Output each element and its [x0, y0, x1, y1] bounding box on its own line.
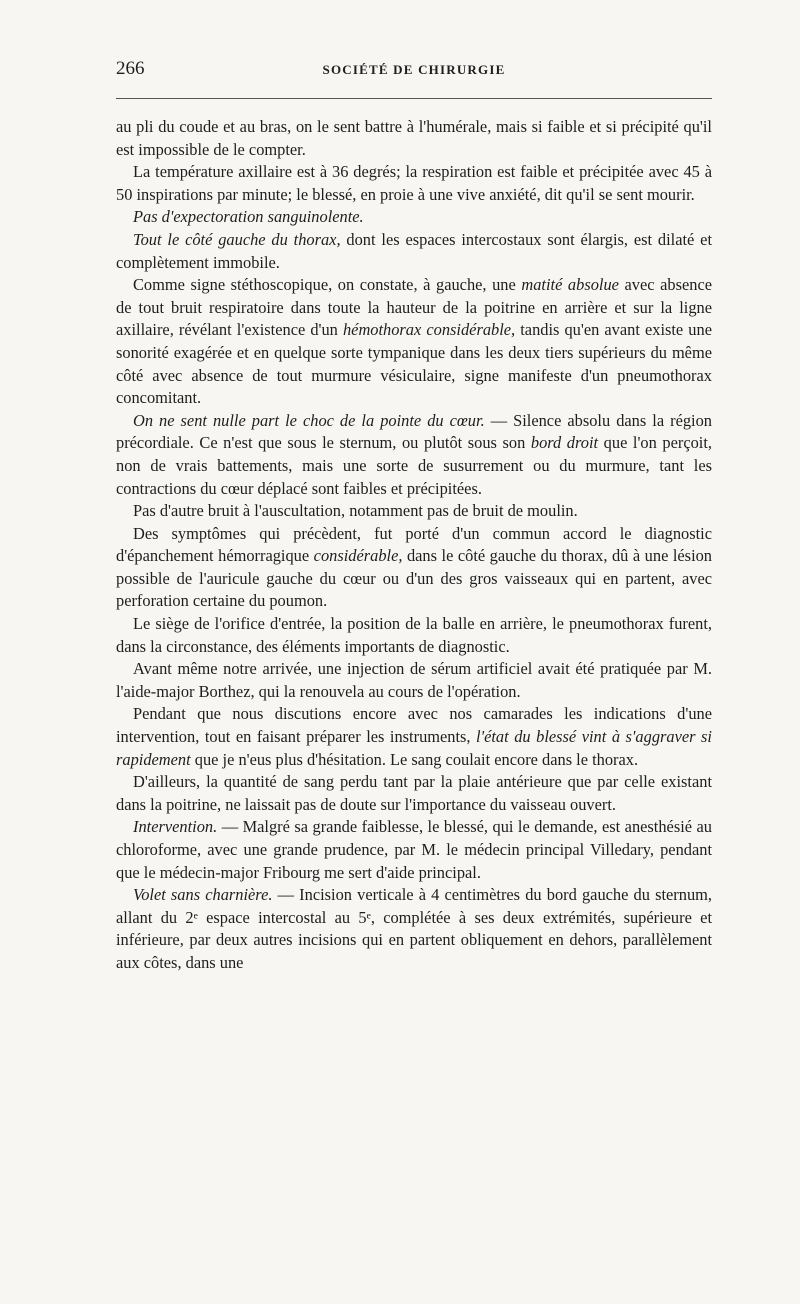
text-run: au pli du coude et au bras, on le sent battre à l'humérale, mais si faible et si précipité qu'il est impossible de le compter.	[116, 117, 712, 159]
text-run: Comme signe stéthoscopique, on constate, à gauche, une	[133, 275, 522, 295]
text-run: que je n'eus plus d'hésitation. Le sang coulait encore dans le thorax.	[190, 749, 639, 769]
paragraph	[116, 410, 712, 500]
italic-text: Volet sans charnière.	[133, 885, 273, 905]
italic-text: l'état du blessé vint à s'aggraver si rapidement	[116, 727, 712, 769]
paragraph	[116, 613, 712, 658]
text-run: La température axillaire est à 36 degrés; la respiration est faible et précipitée avec 45 à 50 inspirations par minute; le blessé, en proie à une vive anxiété, dit qu'il se sent mourir.	[116, 162, 712, 204]
italic-text: On ne sent nulle part le choc de la pointe du cœur.	[133, 410, 485, 430]
paragraph	[116, 229, 712, 274]
body-text	[116, 116, 712, 975]
paragraph	[116, 658, 712, 703]
paragraph	[116, 771, 712, 816]
text-run: — Silence absolu dans la région précordiale. Ce n'est que sous le sternum, ou plutôt sous son	[116, 410, 712, 453]
running-head: SOCIÉTÉ DE CHIRURGIE	[322, 62, 506, 77]
paragraph	[116, 116, 712, 161]
italic-text: Pas d'expectoration sanguinolente.	[133, 207, 364, 227]
text-run: tandis qu'en avant existe une sonorité exagérée et en quelque sorte tympanique dans les deux tiers supérieurs du même côté avec absence de tout murmure vésiculaire, signe manifeste d'un pneumothorax concomitant.	[116, 320, 712, 408]
text-run: — Incision verticale à 4 centimètres du bord gauche du sternum, allant du 2ᵉ espace intercostal au 5ᵉ, complétée à ses deux extrémités, supérieure et inférieure, par deux autres incisions qui en partent obliquement en dehors, parallèlement aux côtes, dans une	[116, 885, 713, 972]
text-run: dans le côté gauche du thorax, dû à une lésion possible de l'auricule gauche du cœur ou d'un des gros vaisseaux qui en partent, avec perforation certaine du poumon.	[116, 546, 713, 611]
paragraph	[116, 703, 712, 771]
paragraph	[116, 206, 712, 229]
paragraph	[116, 523, 712, 613]
header-rule	[116, 98, 712, 99]
italic-text: Tout le côté gauche du thorax,	[133, 229, 341, 249]
page-number: 266	[116, 58, 145, 79]
paragraph	[116, 274, 712, 410]
italic-text: matité absolue	[521, 275, 619, 295]
text-run: que l'on perçoit, non de vrais battements, mais une sorte de susurrement ou du murmure, tant les contractions du cœur déplacé sont faibles et précipitées.	[116, 433, 713, 498]
paragraph	[116, 500, 712, 523]
italic-text: hémothorax considérable,	[342, 320, 516, 340]
italic-text: Intervention.	[133, 817, 218, 837]
paragraph	[116, 816, 712, 884]
italic-text: bord droit	[530, 433, 599, 453]
paragraph	[116, 884, 712, 974]
text-run: Pendant que nous discutions encore avec nos camarades les indications d'une intervention, tout en faisant préparer les instruments,	[116, 704, 712, 747]
text-run: dont les espaces intercostaux sont élargis, est dilaté et complètement immobile.	[116, 229, 712, 272]
text-run: Des symptômes qui précèdent, fut porté d'un commun accord le diagnostic d'épanchement hémorragique	[116, 523, 712, 566]
text-run: Avant même notre arrivée, une injection de sérum artificiel avait été pratiquée par M. l'aide-major Borthez, qui la renouvela au cours de l'opération.	[116, 659, 712, 701]
paragraph	[116, 161, 712, 206]
text-run: Pas d'autre bruit à l'auscultation, notamment pas de bruit de moulin.	[133, 501, 578, 521]
page-header	[116, 58, 712, 88]
text-run: D'ailleurs, la quantité de sang perdu tant par la plaie antérieure que par celle existant dans la poitrine, ne laissait pas de doute sur l'importance du vaisseau ouvert.	[116, 772, 712, 814]
italic-text: considérable,	[313, 546, 403, 566]
text-run: avec absence de tout bruit respiratoire dans toute la hauteur de la poitrine en arrière et sur la ligne axillaire, révélant l'existence d'un	[116, 275, 712, 340]
text-run: — Malgré sa grande faiblesse, le blessé, qui le demande, est anesthésié au chloroforme, avec une grande prudence, par M. le médecin principal Villedary, pendant que le médecin-major Fribourg me sert d'aide principal.	[116, 817, 712, 882]
text-run: Le siège de l'orifice d'entrée, la position de la balle en arrière, le pneumothorax furent, dans la circonstance, des éléments importants de diagnostic.	[116, 614, 712, 656]
